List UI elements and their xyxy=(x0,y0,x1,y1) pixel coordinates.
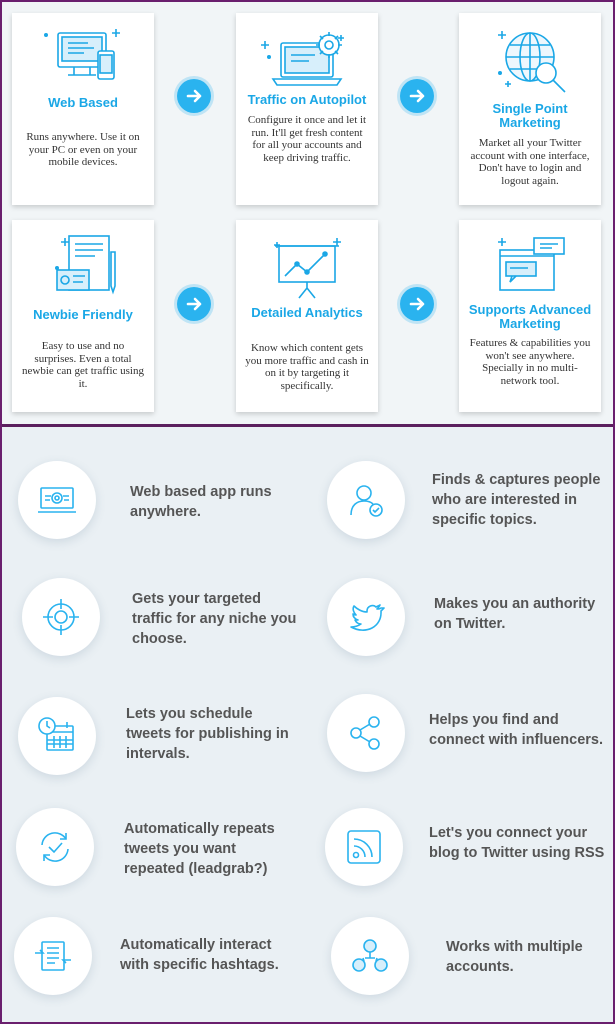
card-title: Detailed Analytics xyxy=(251,305,363,320)
arrow-right-icon xyxy=(400,79,434,113)
card-single-point-marketing xyxy=(459,13,601,205)
card-description: Features & capabilities you won't see anywhere. Specially in no multi-network tool. xyxy=(469,337,591,387)
share-icon xyxy=(327,694,405,772)
feature-text: Makes you an authority on Twitter. xyxy=(434,596,596,632)
multiple-accounts-icon xyxy=(331,917,409,995)
arrow-right-icon xyxy=(400,287,434,321)
twitter-icon xyxy=(327,578,405,656)
card-description: Runs anywhere. Use it on your PC or even on your mobile devices. xyxy=(26,131,140,168)
card-title: Single Point Marketing xyxy=(492,101,568,130)
feature-text: Helps you find and connect with influencers. xyxy=(429,712,604,748)
card-title: Supports Advanced Marketing xyxy=(468,302,592,331)
feature-text: Works with multiple accounts. xyxy=(446,939,583,975)
schedule-calendar-icon xyxy=(18,697,96,775)
card-detailed-analytics xyxy=(236,220,378,412)
card-newbie-friendly xyxy=(12,220,154,412)
card-title: Traffic on Autopilot xyxy=(247,92,367,107)
user-check-icon xyxy=(327,461,405,539)
devices-icon xyxy=(12,21,154,101)
rss-icon xyxy=(325,808,403,886)
card-description: Market all your Twitter account with one interface, Don't have to login and logout again. xyxy=(470,137,590,187)
card-description: Easy to use and no surprises. Even a total newbie can get traffic using it. xyxy=(22,340,144,390)
card-title: Newbie Friendly xyxy=(33,307,133,322)
card-description: Know which content gets you more traffic and cash in on it by targeting it specifically. xyxy=(245,342,369,392)
card-title: Web Based xyxy=(48,95,118,110)
feature-text: Lets you schedule tweets for publishing in intervals. xyxy=(126,706,289,762)
card-web-based xyxy=(12,13,154,205)
feature-text: Gets your targeted traffic for any niche you choose. xyxy=(132,591,297,647)
document-pencil-icon xyxy=(12,228,154,308)
arrow-right-icon xyxy=(177,287,211,321)
feature-text: Finds & captures people who are interested in specific topics. xyxy=(432,472,601,528)
globe-search-icon xyxy=(459,21,601,101)
laptop-gear-icon xyxy=(236,21,378,101)
card-traffic-autopilot xyxy=(236,13,378,205)
repeat-check-icon xyxy=(16,808,94,886)
web-app-icon xyxy=(18,461,96,539)
arrow-right-icon xyxy=(177,79,211,113)
chat-window-icon xyxy=(459,228,601,308)
feature-text: Let's you connect your blog to Twitter using RSS xyxy=(429,825,605,861)
target-icon xyxy=(22,578,100,656)
feature-text: Web based app runs anywhere. xyxy=(130,484,272,520)
feature-text: Automatically repeats tweets you want repeated (leadgrab?) xyxy=(124,821,275,877)
interact-list-icon xyxy=(14,917,92,995)
presentation-chart-icon xyxy=(236,228,378,308)
feature-text: Automatically interact with specific hashtags. xyxy=(120,937,279,973)
card-advanced-marketing xyxy=(459,220,601,412)
card-description: Configure it once and let it run. It'll get fresh content for all your accounts and keep driving traffic. xyxy=(247,114,367,164)
